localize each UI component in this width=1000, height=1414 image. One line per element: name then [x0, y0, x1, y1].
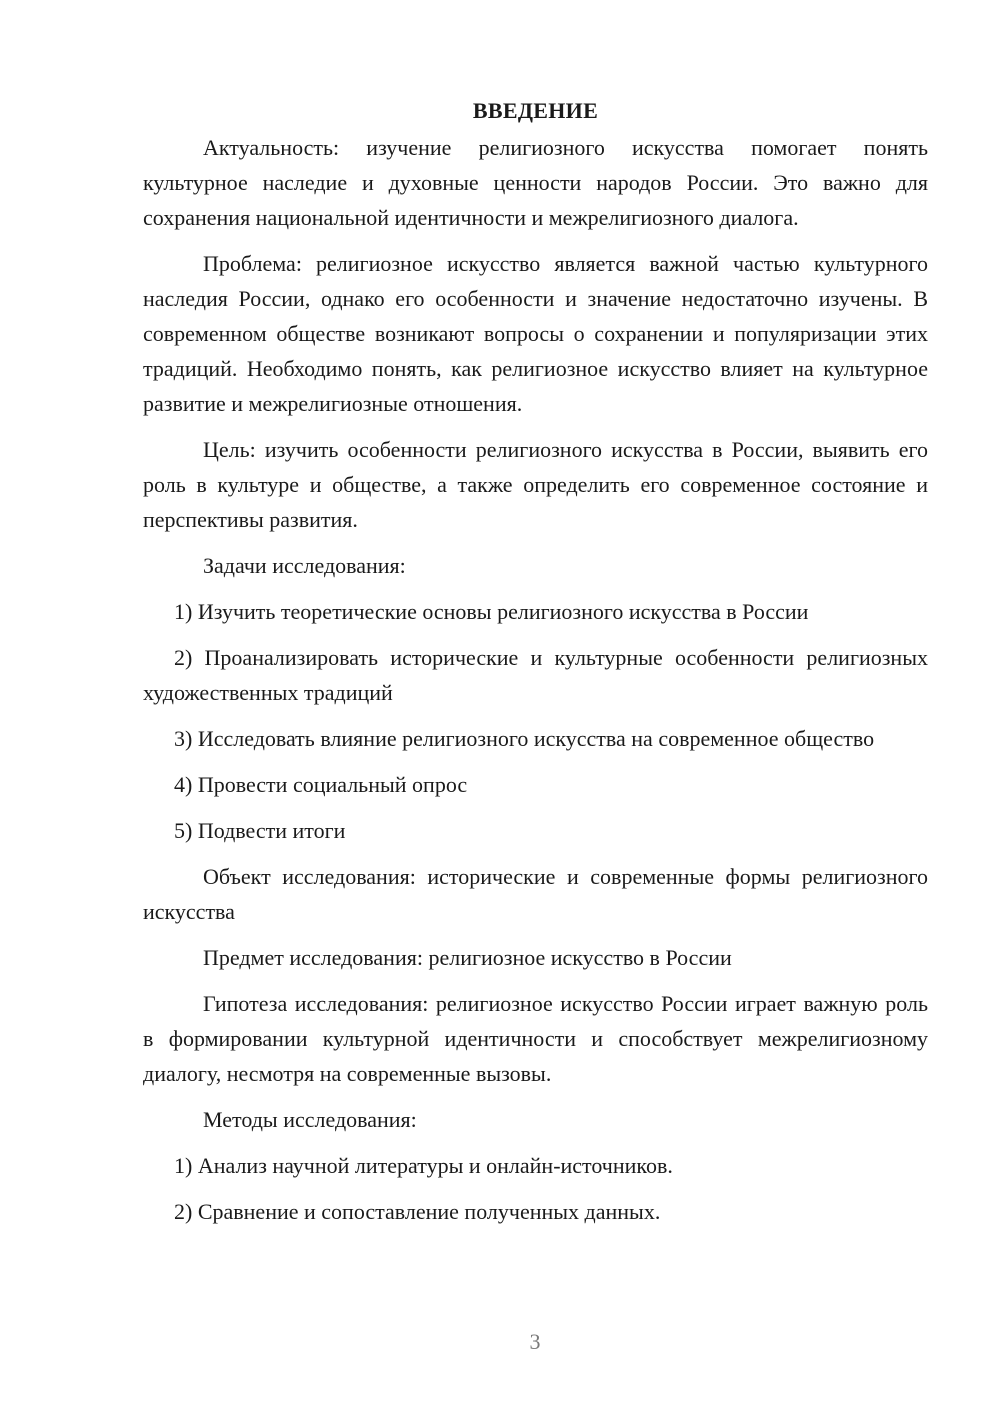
- hypothesis-paragraph: Гипотеза исследования: религиозное искусство России играет важную роль в формировании культурной идентичности и способствует межрелигиозному диалогу, несмотря на современные вызовы.: [143, 991, 928, 1086]
- methods-heading: Методы исследования:: [203, 1107, 417, 1132]
- task-item-2: 2) Проанализировать исторические и культурные особенности религиозных художественных традиций: [143, 645, 928, 705]
- task-item-1: 1) Изучить теоретические основы религиозного искусства в России: [174, 599, 809, 624]
- object-paragraph: Объект исследования: исторические и современные формы религиозного искусства: [143, 864, 928, 924]
- subject-paragraph: Предмет исследования: религиозное искусство в России: [203, 945, 732, 970]
- tasks-heading: Задачи исследования:: [203, 553, 406, 578]
- task-item-4: 4) Провести социальный опрос: [174, 772, 468, 797]
- problem-paragraph: Проблема: религиозное искусство является важной частью культурного наследия России, однако его особенности и значение недостаточно изучены. В современном обществе возникают вопросы о сохранении и популяризации этих традиций. Необходимо понять, как религиозное искусство влияет на культурное развитие и межрелигиозные отношения.: [143, 251, 928, 416]
- task-item-3: 3) Исследовать влияние религиозного искусства на современное общество: [174, 726, 875, 751]
- page-number: 3: [529, 1329, 541, 1354]
- goal-paragraph: Цель: изучить особенности религиозного искусства в России, выявить его роль в культуре и обществе, а также определить его современное состояние и перспективы развития.: [143, 437, 928, 532]
- relevance-paragraph: Актуальность: изучение религиозного искусства помогает понять культурное наследие и духовные ценности народов России. Это важно для сохранения национальной идентичности и межрелигиозного диалога.: [143, 135, 928, 230]
- task-item-5: 5) Подвести итоги: [174, 818, 346, 843]
- page-title: ВВЕДЕНИЕ: [472, 98, 599, 123]
- document-page: [143, 93, 928, 1240]
- method-item-2: 2) Сравнение и сопоставление полученных данных.: [174, 1199, 661, 1224]
- method-item-1: 1) Анализ научной литературы и онлайн-источников.: [174, 1153, 673, 1178]
